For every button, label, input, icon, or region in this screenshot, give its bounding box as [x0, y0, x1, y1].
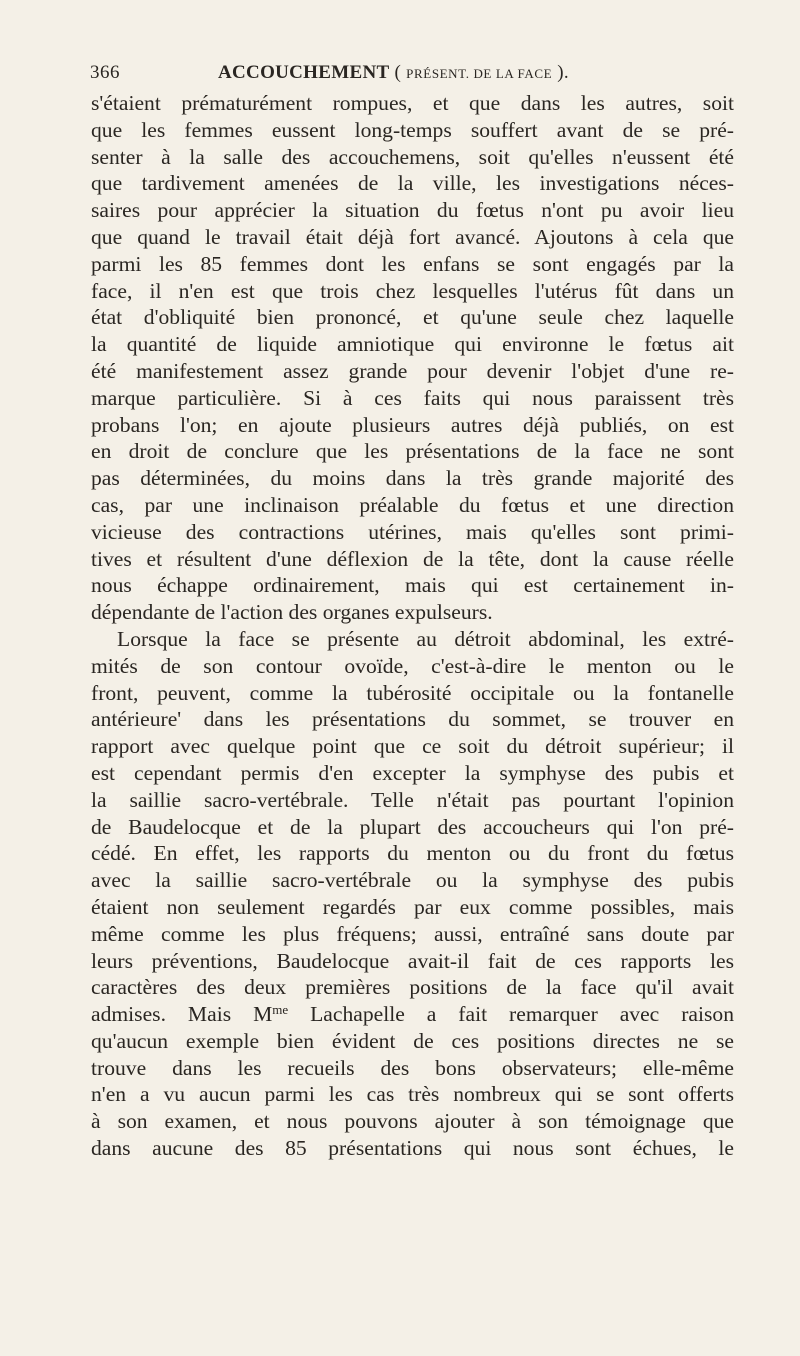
text-line: de Baudelocque et de la plupart des accoucheurs qui l'on pré- — [91, 814, 734, 839]
text-line: dans aucune des 85 présentations qui nous sont échues, le — [91, 1136, 734, 1161]
text-line: est cependant permis d'en excepter la symphyse des pubis et — [91, 760, 734, 785]
text-line: saires pour apprécier la situation du fœtus n'ont pu avoir lieu — [91, 198, 734, 223]
text-line: état d'obliquité bien prononcé, et qu'une seule chez laquelle — [91, 305, 734, 330]
text-line: marque particulière. Si à ces faits qui nous paraissent très — [91, 385, 734, 410]
text-line: à son examen, et nous pouvons ajouter à son témoignage que — [91, 1109, 734, 1134]
text-line: n'en a vu aucun parmi les cas très nombreux qui se sont offerts — [91, 1082, 734, 1107]
text-line: que quand le travail était déjà fort avancé. Ajoutons à cela que — [91, 224, 734, 249]
text-line: senter à la salle des accouchemens, soit qu'elles n'eussent été — [91, 144, 734, 169]
text-line: rapport avec quelque point que ce soit du détroit supérieur; il — [91, 734, 734, 759]
running-head-close: ). — [552, 62, 569, 83]
text-line: qu'aucun exemple bien évident de ces positions directes ne se — [91, 1028, 734, 1053]
text-fragment: Lachapelle a fait remarquer avec raison — [288, 1002, 734, 1027]
paragraph-1 — [91, 90, 734, 626]
running-head-subtitle: PRÉSENT. DE LA FACE — [406, 66, 553, 81]
text-line: caractères des deux premières positions de la face qu'il avait — [91, 975, 734, 1000]
text-line: que les femmes eussent long-temps souffert avant de se pré- — [91, 117, 734, 142]
running-head — [218, 62, 569, 84]
text-line-with-superscript — [91, 1001, 734, 1028]
text-line: avec la saillie sacro-vertébrale ou la symphyse des pubis — [91, 868, 734, 893]
text-line: front, peuvent, comme la tubérosité occipitale ou la fontanelle — [91, 680, 734, 705]
text-line: tives et résultent d'une déflexion de la tête, dont la cause réelle — [91, 546, 734, 571]
text-line: trouve dans les recueils des bons observateurs; elle-même — [91, 1055, 734, 1080]
text-line: Lorsque la face se présente au détroit abdominal, les extré- — [117, 626, 734, 651]
text-line: la saillie sacro-vertébrale. Telle n'était pas pourtant l'opinion — [91, 787, 734, 812]
text-line: nous échappe ordinairement, mais qui est certainement in- — [91, 573, 734, 598]
page-number: 366 — [90, 62, 120, 83]
text-line: étaient non seulement regardés par eux comme possibles, mais — [91, 894, 734, 919]
text-line: en droit de conclure que les présentations de la face ne sont — [91, 439, 734, 464]
text-line: même comme les plus fréquens; aussi, entraîné sans doute par — [91, 921, 734, 946]
text-line: que tardivement amenées de la ville, les investigations néces- — [91, 171, 734, 196]
page-header — [90, 62, 735, 88]
text-line: leurs préventions, Baudelocque avait-il fait de ces rapports les — [91, 948, 734, 973]
text-line: cédé. En effet, les rapports du menton ou du front du fœtus — [91, 841, 734, 866]
text-line: cas, par une inclinaison préalable du fœtus et une direction — [91, 492, 734, 517]
paragraph-2 — [91, 626, 734, 1162]
text-line: pas déterminées, du moins dans la très grande majorité des — [91, 466, 734, 491]
text-line: mités de son contour ovoïde, c'est-à-dire le menton ou le — [91, 653, 734, 678]
text-line: antérieure' dans les présentations du sommet, se trouver en — [91, 707, 734, 732]
text-line: la quantité de liquide amniotique qui environne le fœtus ait — [91, 332, 734, 357]
running-head-title: ACCOUCHEMENT — [218, 62, 390, 83]
text-line: s'étaient prématurément rompues, et que dans les autres, soit — [91, 91, 734, 115]
text-line: parmi les 85 femmes dont les enfans se sont engagés par la — [91, 251, 734, 276]
text-line: vicieuse des contractions utérines, mais qu'elles sont primi- — [91, 519, 734, 544]
superscript: me — [272, 1002, 289, 1018]
body-text — [91, 90, 734, 1162]
text-line: face, il n'en est que trois chez lesquelles l'utérus fût dans un — [91, 278, 734, 303]
text-line: été manifestement assez grande pour devenir l'objet d'une re- — [91, 358, 734, 383]
text-line: dépendante de l'action des organes expulseurs. — [91, 600, 493, 625]
running-head-open: ( — [389, 62, 407, 83]
text-line: probans l'on; en ajoute plusieurs autres déjà publiés, on est — [91, 412, 734, 437]
text-fragment: admises. Mais M — [91, 1002, 273, 1027]
